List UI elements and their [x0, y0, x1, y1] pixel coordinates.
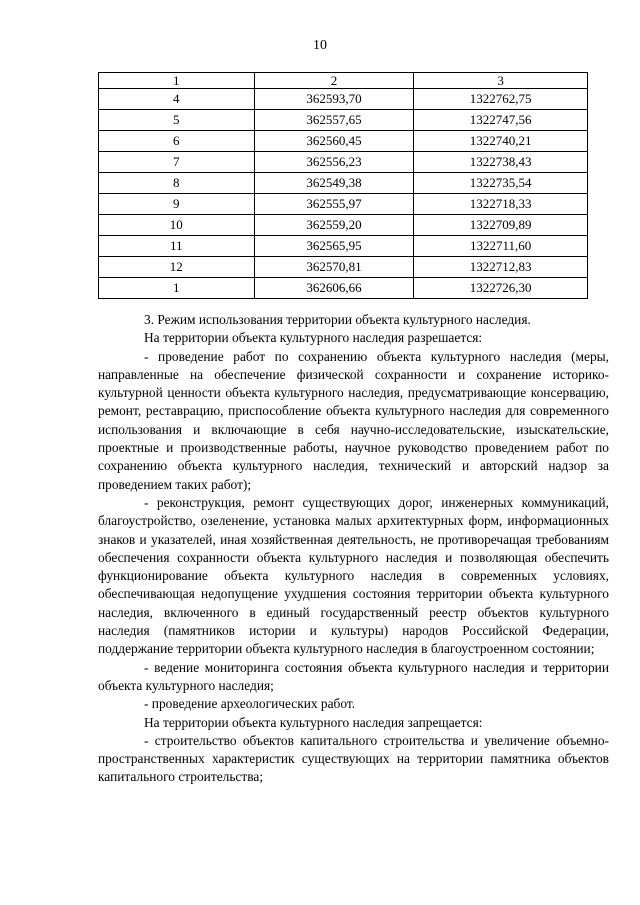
point-number-cell: 9 [99, 194, 255, 215]
paragraph-permitted-archaeology: - проведение археологических работ. [144, 696, 356, 712]
page-number: 10 [313, 38, 327, 53]
table-header-row [99, 73, 588, 89]
y-coordinate-cell: 1322711,60 [414, 236, 588, 257]
paragraph-permitted-monitoring: - ведение мониторинга состояния объекта культурного наследия и территории объекта культурного наследия; [98, 659, 609, 693]
point-number-cell: 1 [99, 278, 255, 299]
y-coordinate-cell: 1322735,54 [414, 173, 588, 194]
y-coordinate-cell: 1322718,33 [414, 194, 588, 215]
x-coordinate-cell: 362570,81 [254, 257, 414, 278]
paragraph-permitted-intro: На территории объекта культурного наследия разрешается: [144, 330, 483, 346]
point-number-cell: 6 [99, 131, 255, 152]
table-row [99, 89, 588, 110]
point-number-cell: 7 [99, 152, 255, 173]
document-body [98, 311, 609, 787]
table-row [99, 257, 588, 278]
table-row [99, 278, 588, 299]
table-row [99, 215, 588, 236]
point-number-cell: 11 [99, 236, 255, 257]
paragraph-prohibited-intro: На территории объекта культурного наследия запрещается: [144, 714, 483, 730]
header-cell-y: 3 [414, 73, 588, 89]
point-number-cell: 8 [99, 173, 255, 194]
header-cell-point: 1 [99, 73, 255, 89]
section-heading: 3. Режим использования территории объекта культурного наследия. [144, 312, 531, 327]
header-cell-x: 2 [254, 73, 414, 89]
x-coordinate-cell: 362559,20 [254, 215, 414, 236]
table-row [99, 152, 588, 173]
x-coordinate-cell: 362557,65 [254, 110, 414, 131]
y-coordinate-cell: 1322738,43 [414, 152, 588, 173]
point-number-cell: 5 [99, 110, 255, 131]
x-coordinate-cell: 362549,38 [254, 173, 414, 194]
paragraph-permitted-reconstruction: - реконструкция, ремонт существующих дорог, инженерных коммуникаций, благоустройство, озеленение, установка малых архитектурных форм, информационных знаков и указателей, иная хозяйственная деятельность, не противоречащая требованиям обеспечения сохранности объекта культурного наследия и позволяющая обеспечить функционирование объекта культурного наследия в современных условиях, обеспечивающая недопущение ухудшения состояния территории объекта культурного наследия, включенного в единый государственный реестр объектов культурного наследия (памятников истории и культуры) народов Российской Федерации, поддержание территории объекта культурного наследия в благоустроенном состоянии; [98, 494, 609, 657]
y-coordinate-cell: 1322740,21 [414, 131, 588, 152]
table-row [99, 173, 588, 194]
table-row [99, 110, 588, 131]
x-coordinate-cell: 362555,97 [254, 194, 414, 215]
y-coordinate-cell: 1322762,75 [414, 89, 588, 110]
x-coordinate-cell: 362593,70 [254, 89, 414, 110]
paragraph-prohibited-construction: - строительство объектов капитального строительства и увеличение объемно-пространственных характеристик существующих на территории памятника объектов капитального строительства; [98, 732, 609, 785]
y-coordinate-cell: 1322747,56 [414, 110, 588, 131]
table-row [99, 131, 588, 152]
point-number-cell: 10 [99, 215, 255, 236]
point-number-cell: 12 [99, 257, 255, 278]
paragraph-permitted-preservation: - проведение работ по сохранению объекта культурного наследия (меры, направленные на обеспечение физической сохранности и сохранение историко-культурной ценности объекта культурного наследия, предусматривающие консервацию, ремонт, реставрацию, приспособление объекта культурного наследия для современного использования и включающие в себя научно-исследовательские, изыскательские, проектные и производственные работы, научное руководство проведением работ по сохранению объекта культурного наследия, технический и авторский надзор за проведением таких работ); [98, 348, 609, 492]
table-row [99, 194, 588, 215]
y-coordinate-cell: 1322726,30 [414, 278, 588, 299]
point-number-cell: 4 [99, 89, 255, 110]
x-coordinate-cell: 362606,66 [254, 278, 414, 299]
y-coordinate-cell: 1322712,83 [414, 257, 588, 278]
x-coordinate-cell: 362556,23 [254, 152, 414, 173]
x-coordinate-cell: 362560,45 [254, 131, 414, 152]
y-coordinate-cell: 1322709,89 [414, 215, 588, 236]
coordinates-table [98, 72, 588, 299]
x-coordinate-cell: 362565,95 [254, 236, 414, 257]
table-row [99, 236, 588, 257]
